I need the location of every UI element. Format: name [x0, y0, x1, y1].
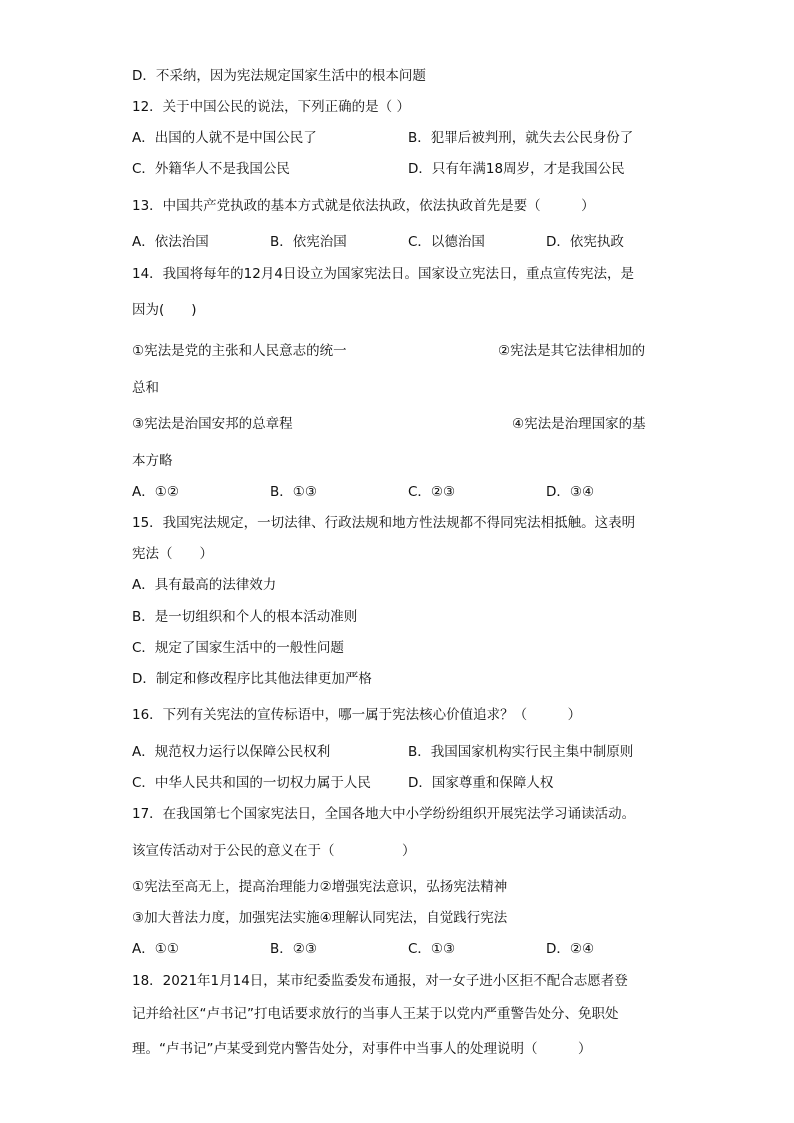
- q17-option-b: B．②③: [270, 941, 317, 957]
- q14-option-a: A．①②: [132, 484, 179, 500]
- q16-option-c: C．中华人民共和国的一切权力属于人民: [132, 775, 371, 791]
- q17-stem-line2: 该宣传活动对于公民的意义在于（ ）: [132, 843, 416, 859]
- q12-option-a: A．出国的人就不是中国公民了: [132, 130, 317, 146]
- q14-option-c: C．②③: [408, 484, 456, 500]
- q16-option-b: B．我国国家机构实行民主集中制原则: [408, 744, 634, 760]
- q15-stem-line2: 宪法（ ）: [132, 546, 213, 562]
- q13-option-a: A．依法治国: [132, 234, 209, 250]
- q12-option-d: D．只有年满18周岁，才是我国公民: [408, 161, 625, 177]
- q14-statement-2-cont: 总和: [132, 380, 159, 396]
- q13-stem: 13．中国共产党执政的基本方式就是依法执政，依法执政首先是要（ ）: [132, 198, 595, 214]
- q14-statement-1: ①宪法是党的主张和人民意志的统一: [132, 343, 347, 359]
- q11-option-d: D．不采纳，因为宪法规定国家生活中的根本问题: [132, 68, 426, 84]
- q15-option-b: B．是一切组织和个人的根本活动准则: [132, 609, 358, 625]
- q15-option-a: A．具有最高的法律效力: [132, 577, 277, 593]
- q17-statements-12: ①宪法至高无上，提高治理能力②增强宪法意识，弘扬宪法精神: [132, 879, 508, 895]
- q14-option-b: B．①③: [270, 484, 317, 500]
- q17-option-c: C．①③: [408, 941, 456, 957]
- q15-stem-line1: 15．我国宪法规定，一切法律、行政法规和地方性法规都不得同宪法相抵触。这表明: [132, 515, 636, 531]
- q17-statements-34: ③加大普法力度，加强宪法实施④理解认同宪法，自觉践行宪法: [132, 910, 508, 926]
- q18-stem-line1: 18．2021年1月14日，某市纪委监委发布通报，对一女子进小区拒不配合志愿者登: [132, 973, 628, 989]
- q14-statement-4: ④宪法是治理国家的基: [512, 416, 646, 432]
- q18-stem-line3: 理。“卢书记”卢某受到党内警告处分，对事件中当事人的处理说明（ ）: [132, 1041, 592, 1057]
- q12-option-b: B．犯罪后被判刑，就失去公民身份了: [408, 130, 634, 146]
- q14-option-d: D．③④: [546, 484, 595, 500]
- q13-option-b: B．依宪治国: [270, 234, 347, 250]
- q16-stem: 16．下列有关宪法的宣传标语中，哪一属于宪法核心价值追求？（ ）: [132, 707, 582, 723]
- q14-stem-line2: 因为( ): [132, 302, 197, 318]
- q14-stem-line1: 14．我国将每年的12月4日设立为国家宪法日。国家设立宪法日，重点宣传宪法，是: [132, 266, 634, 282]
- q12-option-c: C．外籍华人不是我国公民: [132, 161, 290, 177]
- q13-option-c: C．以德治国: [408, 234, 485, 250]
- q18-stem-line2: 记并给社区“卢书记”打电话要求放行的当事人王某于以党内严重警告处分、免职处: [132, 1006, 619, 1022]
- q16-option-d: D．国家尊重和保障人权: [408, 775, 554, 791]
- q14-statement-4-cont: 本方略: [132, 453, 173, 469]
- q14-statement-3: ③宪法是治国安邦的总章程: [132, 416, 293, 432]
- q13-option-d: D．依宪执政: [546, 234, 624, 250]
- q17-option-d: D．②④: [546, 941, 595, 957]
- q12-stem: 12．关于中国公民的说法，下列正确的是（ ）: [132, 99, 410, 115]
- q14-statement-2: ②宪法是其它法律相加的: [498, 343, 646, 359]
- q15-option-c: C．规定了国家生活中的一般性问题: [132, 640, 344, 656]
- q17-stem-line1: 17．在我国第七个国家宪法日，全国各地大中小学纷纷组织开展宪法学习诵读活动。: [132, 806, 636, 822]
- q17-option-a: A．①①: [132, 941, 179, 957]
- q15-option-d: D．制定和修改程序比其他法律更加严格: [132, 671, 372, 687]
- q16-option-a: A．规范权力运行以保障公民权利: [132, 744, 331, 760]
